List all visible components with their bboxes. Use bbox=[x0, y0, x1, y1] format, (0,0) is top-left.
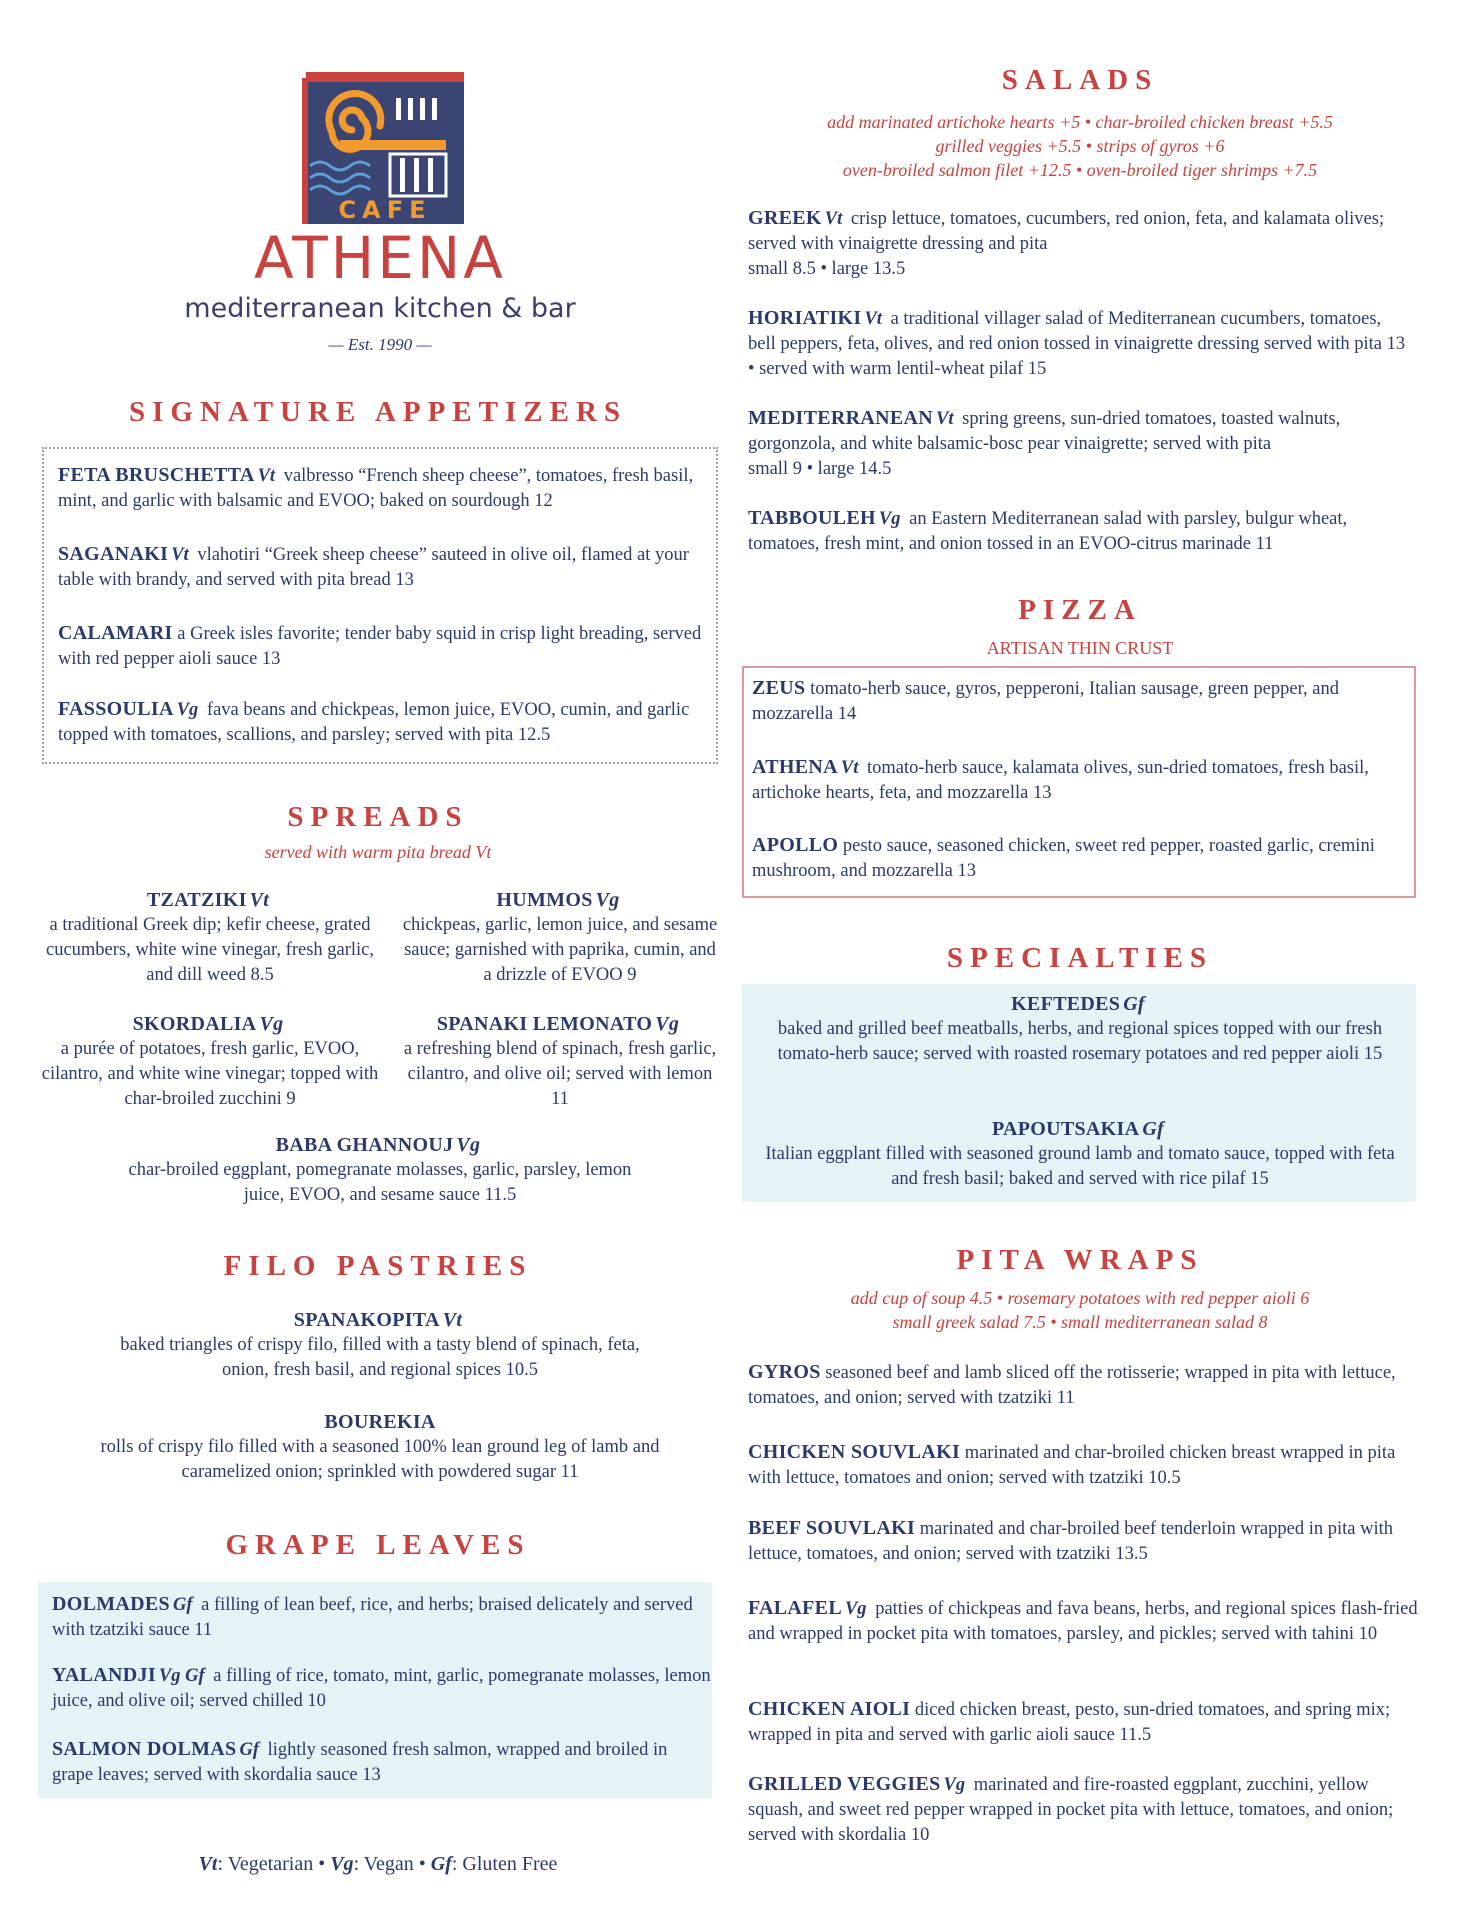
menu-item: PAPOUTSAKIA Gf Italian eggplant filled with seasoned ground lamb and tomato sauce, topped with feta and fresh basil; baked and served with rice pilaf 15 bbox=[765, 1118, 1395, 1189]
menu-item: CHICKEN SOUVLAKI marinated and char-broiled chicken breast wrapped in pita with lettuce, tomatoes and onion; served with tzatziki 10.5 bbox=[748, 1441, 1396, 1488]
menu-item: HORIATIKI Vt a traditional villager salad of Mediterranean cucumbers, tomatoes, bell peppers, feta, olives, and red onion tossed in vinaigrette dressing served with pita 13 • served with warm lentil-wheat pilaf 15 bbox=[748, 307, 1406, 379]
menu-item: FASSOULIA Vg fava beans and chickpeas, lemon juice, EVOO, cumin, and garlic topped with tomatoes, scallions, and parsley; served with pita 12.5 bbox=[58, 698, 690, 745]
menu-item: SAGANAKI Vt vlahotiri “Greek sheep cheese” sauteed in olive oil, flamed at your table with brandy, and served with pita bread 13 bbox=[58, 543, 689, 590]
salads-addon: add marinated artichoke hearts +5 • char-broiled chicken breast +5.5 bbox=[827, 112, 1333, 132]
salads-addon: oven-broiled salmon filet +12.5 • oven-broiled tiger shrimps +7.5 bbox=[842, 160, 1318, 180]
tagline: mediterranean kitchen & bar bbox=[184, 293, 576, 324]
section-title-filo-pastries: FILO PASTRIES bbox=[223, 1250, 533, 1282]
menu-item: BOUREKIA rolls of crispy filo filled with a seasoned 100% lean ground leg of lamb and caramelized onion; sprinkled with powdered sugar 11 bbox=[100, 1411, 660, 1482]
menu-item: CHICKEN AIOLI diced chicken breast, pesto, sun-dried tomatoes, and spring mix; wrapped in pita and served with garlic aioli sauce 11.5 bbox=[748, 1698, 1391, 1745]
section-title-pita-wraps: PITA WRAPS bbox=[956, 1244, 1204, 1276]
salads-addon: grilled veggies +5.5 • strips of gyros +6 bbox=[935, 136, 1225, 156]
menu-item: APOLLO pesto sauce, seasoned chicken, sweet red pepper, roasted garlic, cremini mushroom, and mozzarella 13 bbox=[752, 834, 1375, 881]
section-title-spreads: SPREADS bbox=[287, 801, 469, 833]
spreads-subtitle: served with warm pita bread Vt bbox=[264, 842, 492, 862]
column-logo-icon bbox=[300, 70, 470, 230]
brand-name: ATHENA bbox=[254, 224, 506, 292]
menu-item: SALMON DOLMAS Gf lightly seasoned fresh salmon, wrapped and broiled in grape leaves; served with skordalia sauce 13 bbox=[52, 1738, 668, 1785]
logo-word: CAFE bbox=[338, 196, 432, 224]
menu-item: MEDITERRANEAN Vt spring greens, sun-dried tomatoes, toasted walnuts, gorgonzola, and white balsamic-bosc pear vinaigrette; served with pita small 9 • large 14.5 bbox=[748, 407, 1341, 479]
menu-item: BABA GHANNOUJ Vg char-broiled eggplant, pomegranate molasses, garlic, parsley, lemon juice, EVOO, and sesame sauce 11.5 bbox=[128, 1134, 632, 1205]
established-year: — Est. 1990 — bbox=[328, 335, 432, 354]
menu-item: BEEF SOUVLAKI marinated and char-broiled beef tenderloin wrapped in pita with lettuce, tomatoes, and onion; served with tzatziki 13.5 bbox=[748, 1517, 1393, 1564]
menu-item: KEFTEDES Gf baked and grilled beef meatballs, herbs, and regional spices topped with our fresh tomato-herb sauce; served with roasted rosemary potatoes and red pepper aioli 15 bbox=[777, 993, 1383, 1064]
menu-item: ZEUS tomato-herb sauce, gyros, pepperoni, Italian sausage, green pepper, and mozzarella 14 bbox=[752, 677, 1339, 724]
menu-item: TZATZIKI Vt a traditional Greek dip; kefir cheese, grated cucumbers, white wine vinegar, fresh garlic, and dill weed 8.5 bbox=[45, 889, 375, 985]
menu-item: FETA BRUSCHETTA Vt valbresso “French sheep cheese”, tomatoes, fresh basil, mint, and garlic with balsamic and EVOO; baked on sourdough 12 bbox=[58, 464, 694, 511]
pita-wraps-addon: add cup of soup 4.5 • rosemary potatoes with red pepper aioli 6 bbox=[850, 1288, 1310, 1308]
menu-item: ATHENA Vt tomato-herb sauce, kalamata olives, sun-dried tomatoes, fresh basil, artichoke hearts, feta, and mozzarella 13 bbox=[752, 756, 1369, 803]
menu-item: TABBOULEH Vg an Eastern Mediterranean salad with parsley, bulgur wheat, tomatoes, fresh mint, and onion tossed in an EVOO-citrus marinade 11 bbox=[748, 507, 1348, 554]
cafe-athena-logo bbox=[300, 70, 470, 230]
menu-item: GREEK Vt crisp lettuce, tomatoes, cucumbers, red onion, feta, and kalamata olives; served with vinaigrette dressing and pita small 8.5 • large 13.5 bbox=[748, 207, 1385, 279]
menu-item: YALANDJI Vg Gf a filling of rice, tomato, mint, garlic, pomegranate molasses, lemon juice, and olive oil; served chilled 10 bbox=[52, 1664, 711, 1711]
menu-item: SPANAKOPITA Vt baked triangles of crispy filo, filled with a tasty blend of spinach, feta, onion, fresh basil, and regional spices 10.5 bbox=[120, 1309, 640, 1380]
menu-item: GRILLED VEGGIES Vg marinated and fire-roasted eggplant, zucchini, yellow squash, and sweet red pepper wrapped in pocket pita with lettuce, tomatoes, and onion; served with skordalia 10 bbox=[748, 1773, 1394, 1845]
dietary-legend: Vt: Vegetarian • Vg: Vegan • Gf: Gluten Free bbox=[198, 1853, 558, 1875]
menu-item: SKORDALIA Vg a purée of potatoes, fresh garlic, EVOO, cilantro, and white wine vinegar; topped with char-broiled zucchini 9 bbox=[41, 1013, 379, 1109]
section-title-salads: SALADS bbox=[1001, 64, 1159, 96]
menu-item: HUMMOS Vg chickpeas, garlic, lemon juice, and sesame sauce; garnished with paprika, cumin, and a drizzle of EVOO 9 bbox=[402, 889, 718, 985]
section-title-specialties: SPECIALTIES bbox=[946, 942, 1214, 974]
pita-wraps-addon: small greek salad 7.5 • small mediterranean salad 8 bbox=[892, 1312, 1268, 1332]
menu-item: SPANAKI LEMONATO Vg a refreshing blend of spinach, fresh garlic, cilantro, and olive oil; served with lemon 11 bbox=[403, 1013, 717, 1109]
menu-item: GYROS seasoned beef and lamb sliced off the rotisserie; wrapped in pita with lettuce, tomatoes, and onion; served with tzatziki 11 bbox=[748, 1361, 1396, 1408]
section-title-signature-appetizers: SIGNATURE APPETIZERS bbox=[128, 396, 628, 428]
menu-item: CALAMARI a Greek isles favorite; tender baby squid in crisp light breading, served with red pepper aioli sauce 13 bbox=[58, 622, 702, 669]
menu-item: DOLMADES Gf a filling of lean beef, rice, and herbs; braised delicately and served with tzatziki sauce 11 bbox=[52, 1593, 693, 1640]
pizza-subtitle: ARTISAN THIN CRUST bbox=[986, 638, 1174, 658]
menu-item: FALAFEL Vg patties of chickpeas and fava beans, herbs, and regional spices flash-fried and wrapped in pocket pita with tomatoes, parsley, and pickles; served with tahini 10 bbox=[748, 1597, 1418, 1644]
section-title-grape-leaves: GRAPE LEAVES bbox=[225, 1529, 531, 1561]
section-title-pizza: PIZZA bbox=[1018, 594, 1142, 626]
